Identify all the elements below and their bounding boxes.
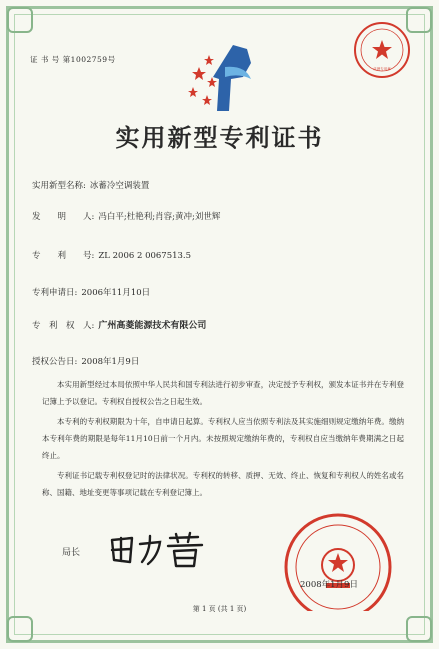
field-filing-date — [32, 286, 150, 298]
field-owner-label: 专 利 权 人: — [32, 321, 95, 331]
field-inventor-label: 发 明 人: — [32, 212, 95, 222]
director-label: 局长 — [62, 548, 81, 558]
certificate-body — [42, 376, 404, 504]
page-footer: 第 1 页 (共 1 页) — [192, 605, 247, 613]
field-owner-value: 广州高菱能源技术有限公司 — [98, 321, 207, 331]
seal-date: 2008年1月9日 — [300, 580, 358, 590]
field-patent-number-value: ZL 2006 2 0067513.5 — [98, 251, 192, 261]
certificate-number-label: 证 书 号 — [30, 55, 60, 64]
patent-office-emblem-icon — [185, 37, 265, 117]
field-patent-number-label: 专 利 号: — [32, 251, 95, 261]
field-filing-date-label: 专利申请日: — [32, 288, 78, 298]
corner-ornament — [7, 616, 33, 642]
svg-text:代理专用章: 代理专用章 — [373, 67, 391, 71]
certificate-number — [30, 54, 116, 65]
field-name — [32, 179, 149, 191]
field-inventor-value: 冯白平;杜艳利;肖容;黄冲;刘世辉 — [98, 212, 221, 222]
corner-ornament — [7, 7, 33, 33]
field-inventor — [32, 210, 220, 222]
certificate-number-value: 第1002759号 — [62, 55, 116, 64]
field-name-label: 实用新型名称: — [32, 181, 86, 191]
field-name-value: 冰蓄冷空调装置 — [89, 181, 150, 191]
field-grant-date-label: 授权公告日: — [32, 357, 78, 367]
field-patent-number — [32, 249, 191, 261]
field-owner — [32, 318, 206, 331]
corner-ornament — [406, 616, 432, 642]
body-paragraph: 本实用新型经过本局依照中华人民共和国专利法进行初步审查，决定授予专利权，颁发本证书并在专利登记簿上予以登记。专利权自授权公告之日起生效。 — [42, 380, 404, 406]
certificate-title: 实用新型专利证书 — [115, 123, 324, 152]
director-signature — [106, 530, 216, 570]
agency-seal-icon — [352, 20, 412, 80]
field-filing-date-value: 2006年11月10日 — [81, 288, 151, 298]
field-grant-date — [32, 355, 139, 367]
body-paragraph: 专利证书记载专利权登记时的法律状况。专利权的转移、质押、无效、终止、恢复和专利权人的姓名或名称、国籍、地址变更等事项记载在专利登记簿上。 — [42, 471, 404, 497]
body-paragraph: 本专利的专利权期限为十年，自申请日起算。专利权人应当依照专利法及其实施细则规定缴纳年费。缴纳本专利年费的期限是每年11月10日前一个月内。未按照规定缴纳年费的，专利权自应当缴纳年费期满之日起终止。 — [42, 417, 404, 460]
field-grant-date-value: 2008年1月9日 — [81, 357, 140, 367]
official-seal-icon — [268, 505, 408, 611]
